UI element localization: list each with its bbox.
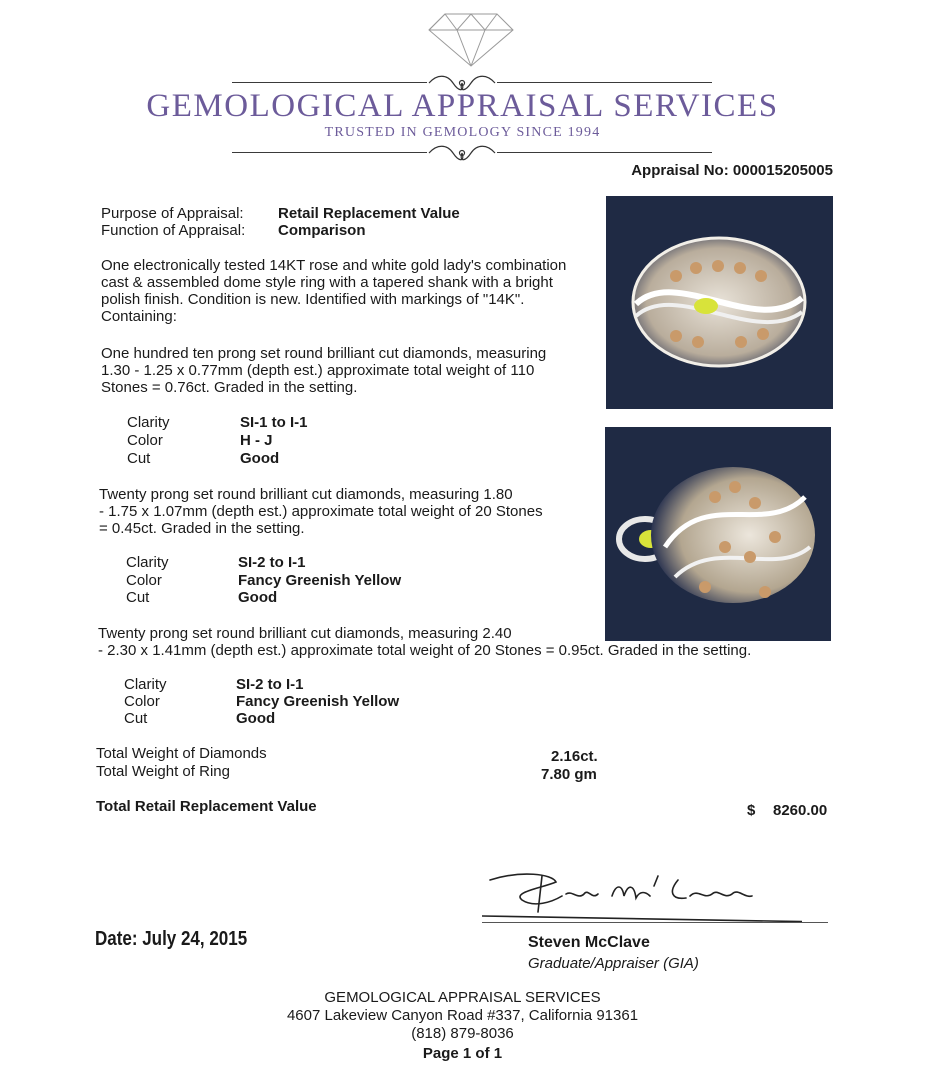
company-tagline: TRUSTED IN GEMOLOGY SINCE 1994 xyxy=(324,125,601,140)
signature-image xyxy=(482,866,802,926)
color-value: Fancy Greenish Yellow xyxy=(238,572,402,589)
item-description: One electronically tested 14KT rose and white gold lady's combination cast & assembled dome style ring with a tapered shank with a bright polish finish. Condition is new. Identified with markings of "14K". Containing: xyxy=(101,257,567,325)
footer-address: 4607 Lakeview Canyon Road #337, California 91361 xyxy=(286,1007,639,1024)
cut-value: Good xyxy=(236,710,276,727)
stone-group-3-description: Twenty prong set round brilliant cut diamonds, measuring 2.40 - 2.30 x 1.41mm (depth est.) approximate total weight of 20 Stones = 0.95ct. Graded in the setting. xyxy=(98,625,752,659)
function-value: Comparison xyxy=(278,222,366,239)
cut-value: Good xyxy=(240,450,280,467)
clarity-value: SI-1 to I-1 xyxy=(240,414,308,431)
color-label: Color xyxy=(126,572,162,589)
header-rule-right-2 xyxy=(497,152,712,153)
clarity-value: SI-2 to I-1 xyxy=(236,676,304,693)
header-rule-left-2 xyxy=(232,152,427,153)
purpose-label: Purpose of Appraisal: xyxy=(101,205,244,222)
diamond-icon xyxy=(427,10,515,68)
flourish-icon xyxy=(427,142,497,164)
company-title: GEMOLOGICAL APPRAISAL SERVICES xyxy=(146,88,779,124)
appraisal-number: Appraisal No: 000015205005 xyxy=(631,162,833,179)
footer-company: GEMOLOGICAL APPRAISAL SERVICES xyxy=(324,989,601,1006)
retail-value-label: Total Retail Replacement Value xyxy=(96,798,317,815)
color-label: Color xyxy=(127,432,163,449)
ring-photo-side xyxy=(605,427,831,641)
function-label: Function of Appraisal: xyxy=(101,222,246,239)
cut-label: Cut xyxy=(127,450,151,467)
purpose-value: Retail Replacement Value xyxy=(278,205,460,222)
stone-group-1-description: One hundred ten prong set round brilliant cut diamonds, measuring 1.30 - 1.25 x 0.77mm (depth est.) approximate total weight of 110 Stones = 0.76ct. Graded in the setting. xyxy=(101,345,547,396)
total-ring-weight-label: Total Weight of Ring xyxy=(96,763,230,780)
color-label: Color xyxy=(124,693,160,710)
signer-title: Graduate/Appraiser (GIA) xyxy=(528,955,699,972)
signer-name: Steven McClave xyxy=(528,934,650,951)
stone-group-2-description: Twenty prong set round brilliant cut diamonds, measuring 1.80 - 1.75 x 1.07mm (depth est.) approximate total weight of 20 Stones = 0.45ct. Graded in the setting. xyxy=(99,486,543,537)
signature-line xyxy=(482,922,828,923)
clarity-label: Clarity xyxy=(127,414,170,431)
clarity-label: Clarity xyxy=(126,554,169,571)
cut-label: Cut xyxy=(126,589,150,606)
ring-photo-top xyxy=(606,196,833,409)
header-rule-left xyxy=(232,82,427,83)
currency-symbol: $ xyxy=(747,802,756,819)
page-number: Page 1 of 1 xyxy=(422,1045,503,1062)
cut-value: Good xyxy=(238,589,278,606)
clarity-value: SI-2 to I-1 xyxy=(238,554,306,571)
total-ring-weight-value: 7.80 gm xyxy=(541,766,597,783)
color-value: Fancy Greenish Yellow xyxy=(236,693,400,710)
total-diamond-weight-label: Total Weight of Diamonds xyxy=(96,745,267,762)
header-rule-right xyxy=(497,82,712,83)
color-value: H - J xyxy=(240,432,273,449)
cut-label: Cut xyxy=(124,710,148,727)
appraisal-date: Date: July 24, 2015 xyxy=(95,928,248,950)
footer-phone: (818) 879-8036 xyxy=(411,1025,514,1042)
total-diamond-weight-value: 2.16ct. xyxy=(551,748,598,765)
retail-value: 8260.00 xyxy=(773,802,828,819)
clarity-label: Clarity xyxy=(124,676,167,693)
